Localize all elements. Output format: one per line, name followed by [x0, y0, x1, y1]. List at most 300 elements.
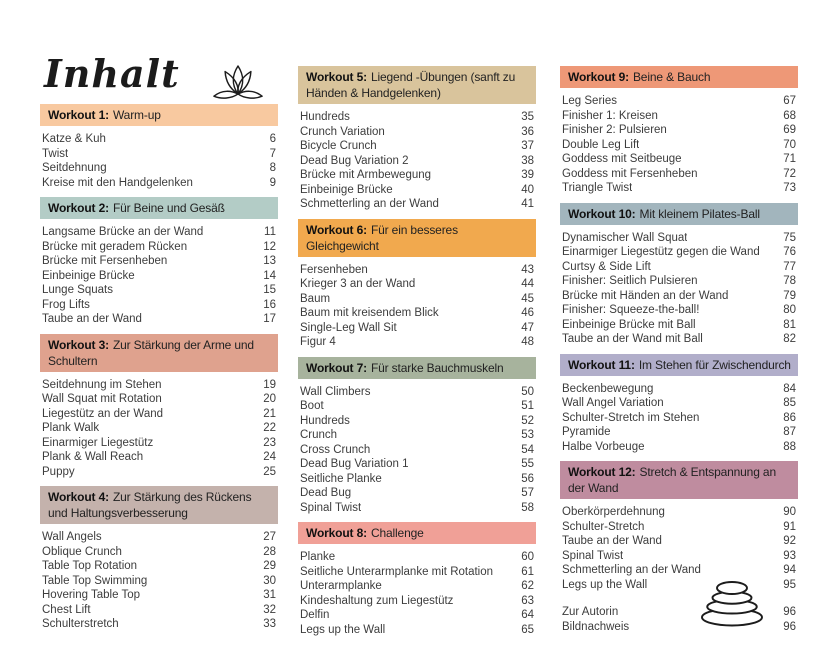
exercise-name: Single-Leg Wall Sit: [300, 321, 397, 334]
toc-entry: [300, 501, 534, 516]
exercise-name: Legs up the Wall: [300, 623, 386, 636]
workout-section-header: [560, 461, 798, 499]
stacked-stones-icon: [696, 578, 768, 628]
page-number: 78: [783, 275, 796, 287]
exercise-name: Liegestütz an der Wand: [42, 407, 164, 420]
toc-column-1: [40, 104, 278, 639]
workout-topic-label: Stretch & Entspannung an der Wand: [568, 465, 776, 495]
toc-entry: [562, 534, 796, 549]
exercise-name: Pyramide: [562, 426, 611, 438]
exercise-name: Finisher: Seitlich Pulsieren: [562, 275, 698, 287]
exercise-name: Chest Lift: [42, 603, 91, 616]
page-number: 22: [263, 422, 276, 434]
exercise-name: Taube an der Wand mit Ball: [562, 333, 703, 345]
exercise-name: Goddess mit Seitbeuge: [562, 153, 682, 165]
exercise-name: Dead Bug Variation 2: [300, 154, 409, 167]
page-title: Inhalt: [44, 51, 180, 96]
exercise-list: [298, 110, 536, 212]
page-number: 36: [521, 125, 534, 138]
workout-number-label: Workout 12:: [568, 465, 636, 479]
toc-entry: [562, 231, 796, 246]
page-number: 92: [783, 535, 796, 547]
page-number: 44: [521, 278, 534, 290]
exercise-name: Wall Climbers: [300, 385, 371, 398]
page-number: 40: [521, 183, 534, 196]
page-number: 27: [263, 531, 276, 543]
toc-entry: [300, 486, 534, 501]
exercise-name: Finisher 2: Pulsieren: [562, 124, 667, 136]
toc-column-3: [560, 66, 798, 634]
exercise-name: Frog Lifts: [42, 298, 90, 311]
toc-entry: [42, 530, 276, 545]
toc-entry: [562, 245, 796, 260]
page-number: 32: [263, 603, 276, 616]
toc-entry: [42, 421, 276, 436]
exercise-name: Katze & Kuh: [42, 133, 106, 145]
exercise-name: Halbe Vorbeuge: [562, 440, 645, 453]
exercise-name: Brücke mit Fersenheben: [42, 255, 168, 267]
page-number: 37: [521, 140, 534, 152]
toc-entry: [562, 318, 796, 333]
exercise-name: Wall Angels: [42, 531, 102, 543]
exercise-name: Taube an der Wand: [42, 313, 142, 325]
exercise-list: [40, 378, 278, 480]
toc-entry: [562, 505, 796, 520]
toc-entry: [562, 425, 796, 440]
page-number: 47: [521, 321, 534, 334]
page-number: 8: [269, 162, 276, 174]
exercise-name: Baum: [300, 292, 331, 305]
exercise-name: Brücke mit geradem Rücken: [42, 240, 188, 253]
page-number: 28: [263, 545, 276, 558]
page-number: 21: [263, 407, 276, 420]
page-number: 52: [521, 414, 534, 427]
exercise-name: Delfin: [300, 609, 330, 621]
exercise-name: Baum mit kreisendem Blick: [300, 307, 439, 319]
page-number: 84: [783, 382, 796, 395]
workout-number-label: Workout 10:: [568, 206, 636, 221]
exercise-name: Fersenheben: [300, 263, 368, 276]
workout-topic-label: Warm-up: [112, 108, 161, 122]
exercise-name: Twist: [42, 147, 69, 160]
workout-section-header: [40, 486, 278, 524]
workout-section-header: [298, 357, 536, 379]
page-number: 86: [783, 411, 796, 424]
exercise-name: Spinal Twist: [562, 549, 624, 562]
page-number: 54: [521, 443, 534, 456]
toc-entry: [300, 183, 534, 198]
exercise-name: Table Top Swimming: [42, 574, 148, 587]
exercise-list: [40, 530, 278, 632]
workout-section-7: [298, 357, 536, 516]
toc-entry: [300, 457, 534, 472]
exercise-name: Finisher 1: Kreisen: [562, 109, 658, 122]
toc-entry: [42, 269, 276, 284]
exercise-name: Leg Series: [562, 95, 617, 107]
page-number: 15: [263, 284, 276, 296]
toc-entry: [562, 440, 796, 455]
toc-column-2: [298, 66, 536, 644]
exercise-name: Bildnachweis: [562, 620, 630, 633]
exercise-name: Lunge Squats: [42, 284, 113, 296]
exercise-name: Seitliche Planke: [300, 472, 382, 485]
exercise-name: Schulterstretch: [42, 618, 119, 630]
workout-number-label: Workout 4:: [48, 490, 109, 504]
exercise-name: Legs up the Wall: [562, 578, 648, 591]
page-number: 76: [783, 246, 796, 258]
workout-section-2: [40, 197, 278, 327]
toc-entry: [300, 306, 534, 321]
page-number: 96: [783, 620, 796, 633]
workout-section-11: [560, 354, 798, 455]
workout-section-8: [298, 522, 536, 637]
exercise-name: Wall Angel Variation: [562, 397, 664, 409]
exercise-list: [298, 550, 536, 637]
page-number: 77: [783, 260, 796, 273]
toc-entry: [300, 277, 534, 292]
exercise-name: Einbeinige Brücke: [42, 269, 135, 282]
toc-entry: [300, 443, 534, 458]
exercise-name: Kindeshaltung zum Liegestütz: [300, 594, 454, 607]
page-number: 85: [783, 397, 796, 409]
exercise-name: Schmetterling an der Wand: [562, 564, 701, 576]
exercise-name: Plank & Wall Reach: [42, 451, 144, 463]
toc-entry: [42, 588, 276, 603]
toc-entry: [300, 623, 534, 638]
workout-topic-label: Challenge: [370, 526, 424, 540]
exercise-name: Hundreds: [300, 414, 350, 427]
workout-section-header: [560, 354, 798, 376]
exercise-list: [40, 225, 278, 327]
workout-number-label: Workout 7:: [306, 360, 367, 375]
workout-topic-label: Zur Stärkung der Arme und Schultern: [48, 337, 254, 368]
toc-entry: [42, 298, 276, 313]
toc-entry: [42, 545, 276, 560]
workout-section-header: [298, 522, 536, 544]
page-number: 29: [263, 560, 276, 572]
exercise-list: [560, 94, 798, 196]
page-number: 46: [521, 307, 534, 319]
workout-section-header: [560, 203, 798, 225]
page-number: 80: [783, 304, 796, 316]
toc-entry: [300, 579, 534, 594]
toc-entry: [42, 132, 276, 147]
page-number: 56: [521, 472, 534, 485]
page-number: 17: [263, 313, 276, 325]
toc-entry: [300, 472, 534, 487]
page-number: 6: [269, 133, 276, 145]
exercise-name: Einbeinige Brücke mit Ball: [562, 318, 696, 331]
page-number: 12: [263, 240, 276, 253]
toc-entry: [562, 109, 796, 124]
exercise-name: Taube an der Wand: [562, 535, 662, 547]
workout-number-label: Workout 8:: [306, 526, 367, 540]
exercise-name: Seitdehnung im Stehen: [42, 378, 162, 391]
workout-section-10: [560, 203, 798, 347]
exercise-name: Brücke mit Händen an der Wand: [562, 289, 729, 302]
page-number: 48: [521, 336, 534, 348]
page-number: 67: [783, 95, 796, 107]
exercise-name: Brücke mit Armbewegung: [300, 169, 432, 181]
workout-section-header: [40, 197, 278, 219]
page-number: 45: [521, 292, 534, 305]
toc-entry: [300, 321, 534, 336]
exercise-name: Planke: [300, 551, 336, 563]
toc-entry: [300, 608, 534, 623]
workout-section-header: [40, 334, 278, 372]
workout-topic-label: Zur Stärkung des Rückens und Haltungsverbesserung: [48, 490, 252, 520]
exercise-name: Einarmiger Liegestütz gegen die Wand: [562, 246, 760, 258]
exercise-name: Einbeinige Brücke: [300, 183, 393, 196]
exercise-name: Unterarmplanke: [300, 580, 382, 592]
exercise-name: Goddess mit Fersenheben: [562, 167, 698, 180]
workout-topic-label: Liegend -Übungen (sanft zu Händen & Handgelenken): [306, 70, 516, 100]
page-number: 51: [521, 400, 534, 412]
toc-entry: [300, 139, 534, 154]
page-number: 57: [521, 487, 534, 499]
toc-entry: [42, 147, 276, 162]
exercise-name: Hundreds: [300, 111, 350, 123]
exercise-list: [40, 132, 278, 190]
page-number: 73: [783, 182, 796, 194]
toc-entry: [300, 263, 534, 278]
page-number: 35: [521, 111, 534, 123]
page-number: 63: [521, 594, 534, 607]
exercise-name: Cross Crunch: [300, 443, 371, 456]
toc-entry: [300, 125, 534, 140]
toc-entry: [42, 176, 276, 191]
page-number: 70: [783, 138, 796, 151]
toc-entry: [562, 332, 796, 347]
exercise-name: Oberkörperdehnung: [562, 506, 665, 518]
workout-number-label: Workout 9:: [568, 70, 629, 84]
exercise-name: Hovering Table Top: [42, 589, 141, 601]
toc-entry: [300, 335, 534, 350]
page-number: 62: [521, 580, 534, 592]
page-number: 95: [783, 578, 796, 591]
exercise-name: Boot: [300, 400, 324, 412]
toc-entry: [562, 382, 796, 397]
toc-entry: [562, 520, 796, 535]
workout-section-4: [40, 486, 278, 632]
exercise-name: Oblique Crunch: [42, 545, 122, 558]
page-number: 88: [783, 440, 796, 453]
exercise-name: Dead Bug Variation 1: [300, 458, 409, 470]
workout-number-label: Workout 11:: [568, 357, 635, 372]
workout-section-5: [298, 66, 536, 212]
page-number: 50: [521, 385, 534, 398]
page-number: 24: [263, 451, 276, 463]
toc-entry: [300, 385, 534, 400]
page-number: 68: [783, 109, 796, 122]
toc-entry: [562, 181, 796, 196]
exercise-name: Seitliche Unterarmplanke mit Rotation: [300, 565, 494, 578]
page-number: 69: [783, 124, 796, 136]
toc-entry: [562, 152, 796, 167]
workout-topic-label: Für Beine und Gesäß: [112, 201, 225, 215]
toc-entry: [562, 138, 796, 153]
page-number: 75: [783, 231, 796, 244]
page-number: 61: [521, 565, 534, 578]
toc-entry: [300, 565, 534, 580]
page-number: 72: [783, 167, 796, 180]
toc-entry: [42, 574, 276, 589]
page-number: 41: [521, 198, 534, 210]
exercise-name: Beckenbewegung: [562, 382, 654, 395]
page-number: 53: [521, 429, 534, 441]
workout-topic-label: Für ein besseres Gleichgewicht: [306, 222, 458, 253]
workout-number-label: Workout 3:: [48, 337, 109, 352]
exercise-name: Schulter-Stretch im Stehen: [562, 411, 700, 424]
workout-topic-label: Für starke Bauchmuskeln: [370, 360, 504, 375]
page-number: 64: [521, 609, 534, 621]
page-number: 82: [783, 333, 796, 345]
toc-entry: [300, 110, 534, 125]
toc-entry: [562, 94, 796, 109]
page-number: 14: [263, 269, 276, 282]
toc-entry: [562, 549, 796, 564]
page-number: 90: [783, 506, 796, 518]
toc-entry: [42, 407, 276, 422]
toc-entry: [42, 465, 276, 480]
toc-entry: [300, 154, 534, 169]
workout-section-3: [40, 334, 278, 480]
page-number: 31: [263, 589, 276, 601]
toc-entry: [42, 436, 276, 451]
toc-entry: [300, 594, 534, 609]
page-number: 20: [263, 393, 276, 405]
toc-entry: [300, 428, 534, 443]
workout-topic-label: Im Stehen für Zwischendurch: [638, 357, 791, 372]
exercise-list: [560, 231, 798, 347]
workout-section-header: [560, 66, 798, 88]
page-number: 93: [783, 549, 796, 562]
page-number: 30: [263, 574, 276, 587]
page-number: 7: [269, 147, 276, 160]
workout-number-label: Workout 1:: [48, 108, 109, 122]
toc-entry: [562, 563, 796, 578]
page-number: 16: [263, 298, 276, 311]
toc-entry: [562, 123, 796, 138]
workout-topic-label: Mit kleinem Pilates-Ball: [639, 206, 760, 221]
toc-entry: [562, 260, 796, 275]
exercise-name: Plank Walk: [42, 422, 100, 434]
page-number: 65: [521, 623, 534, 636]
exercise-name: Langsame Brücke an der Wand: [42, 226, 204, 238]
toc-entry: [42, 559, 276, 574]
page-number: 55: [521, 458, 534, 470]
page-number: 19: [263, 378, 276, 391]
workout-section-header: [298, 66, 536, 104]
exercise-name: Table Top Rotation: [42, 560, 138, 572]
page-number: 39: [521, 169, 534, 181]
toc-entry: [42, 312, 276, 327]
page-number: 96: [783, 606, 796, 618]
page-number: 38: [521, 154, 534, 167]
toc-entry: [562, 411, 796, 426]
exercise-name: Crunch: [300, 429, 338, 441]
exercise-name: Dead Bug: [300, 487, 352, 499]
exercise-name: Finisher: Squeeze-the-ball!: [562, 304, 700, 316]
page-number: 58: [521, 501, 534, 514]
exercise-name: Double Leg Lift: [562, 138, 640, 151]
exercise-name: Schmetterling an der Wand: [300, 198, 439, 210]
exercise-name: Dynamischer Wall Squat: [562, 231, 688, 244]
page-number: 43: [521, 263, 534, 276]
toc-entry: [300, 197, 534, 212]
page-number: 60: [521, 551, 534, 563]
exercise-name: Zur Autorin: [562, 606, 619, 618]
toc-entry: [42, 603, 276, 618]
workout-section-header: [40, 104, 278, 126]
page-number: 33: [263, 618, 276, 630]
page-number: 81: [783, 318, 796, 331]
workout-number-label: Workout 6:: [306, 222, 367, 237]
toc-entry: [562, 167, 796, 182]
toc-entry: [562, 289, 796, 304]
exercise-list: [298, 385, 536, 516]
exercise-name: Triangle Twist: [562, 182, 633, 194]
workout-section-9: [560, 66, 798, 196]
toc-entry: [42, 450, 276, 465]
page-number: 11: [264, 226, 276, 238]
exercise-name: Seitdehnung: [42, 162, 107, 174]
page-number: 79: [783, 289, 796, 302]
toc-entry: [300, 292, 534, 307]
exercise-list: [560, 382, 798, 455]
page-number: 71: [783, 153, 796, 165]
page-number: 94: [783, 564, 796, 576]
exercise-name: Schulter-Stretch: [562, 520, 645, 533]
exercise-name: Kreise mit den Handgelenken: [42, 176, 193, 189]
page-number: 91: [783, 520, 796, 533]
workout-section-12: [560, 461, 798, 592]
toc-entry: [42, 378, 276, 393]
page-number: 9: [269, 176, 276, 189]
workout-number-label: Workout 2:: [48, 201, 109, 215]
workout-section-6: [298, 219, 536, 350]
toc-entry: [42, 225, 276, 240]
workout-topic-label: Beine & Bauch: [632, 70, 711, 84]
exercise-name: Puppy: [42, 465, 75, 478]
exercise-name: Krieger 3 an der Wand: [300, 278, 416, 290]
workout-section-1: [40, 104, 278, 190]
toc-entry: [42, 254, 276, 269]
toc-entry: [42, 392, 276, 407]
toc-entry: [300, 399, 534, 414]
exercise-list: [298, 263, 536, 350]
exercise-name: Bicycle Crunch: [300, 140, 377, 152]
page-number: 25: [263, 465, 276, 478]
exercise-name: Wall Squat mit Rotation: [42, 393, 162, 405]
toc-entry: [300, 550, 534, 565]
toc-entry: [562, 396, 796, 411]
toc-entry: [300, 168, 534, 183]
toc-entry: [42, 161, 276, 176]
workout-section-header: [298, 219, 536, 257]
toc-entry: [562, 274, 796, 289]
exercise-name: Einarmiger Liegestütz: [42, 436, 154, 449]
exercise-name: Figur 4: [300, 336, 336, 348]
page-number: 23: [263, 436, 276, 449]
page-number: 13: [263, 255, 276, 267]
toc-entry: [300, 414, 534, 429]
toc-entry: [42, 240, 276, 255]
toc-entry: [42, 283, 276, 298]
page-number: 87: [783, 426, 796, 438]
exercise-name: Crunch Variation: [300, 125, 385, 138]
toc-entry: [562, 303, 796, 318]
